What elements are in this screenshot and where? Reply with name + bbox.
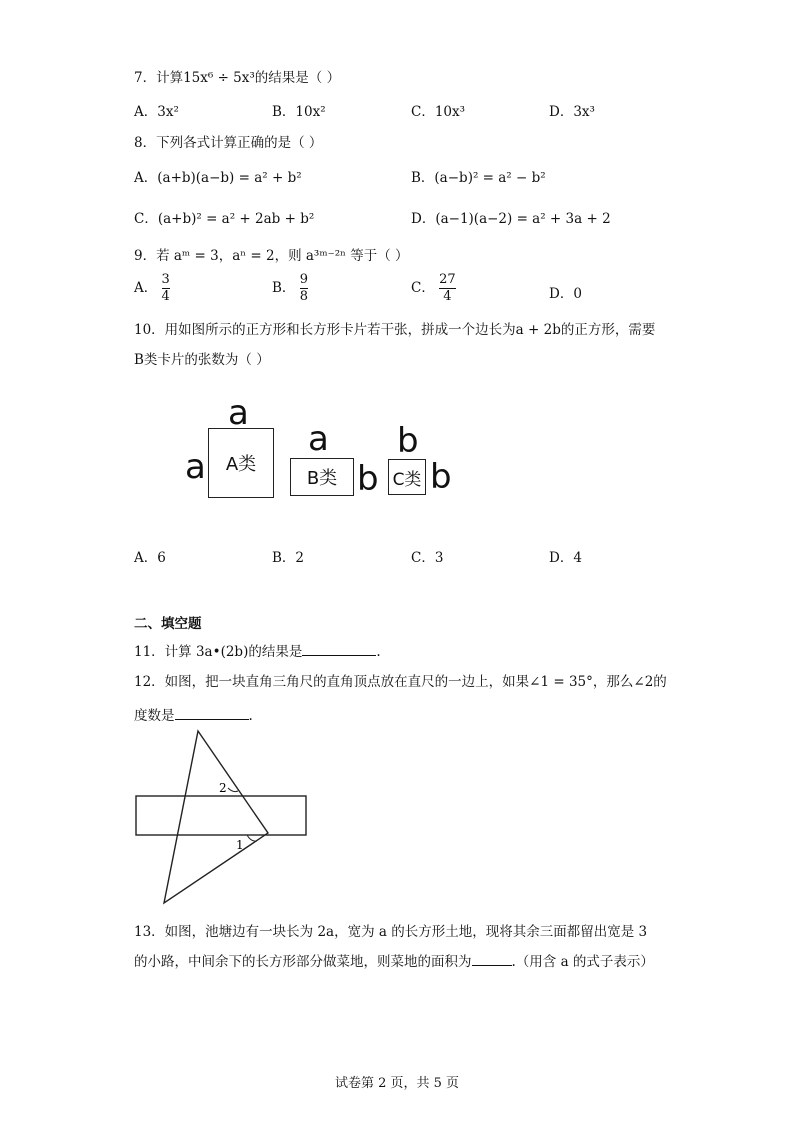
q9-option-d [549, 282, 582, 302]
card-c-label: C类 [392, 469, 422, 490]
q12-period: . [248, 708, 253, 724]
question-8-stem: 8．下列各式计算正确的是（ ） [134, 135, 323, 151]
fraction-denominator: 4 [443, 289, 452, 304]
card-b-top-label: a [308, 419, 329, 459]
q9-option-a-label: A． [134, 280, 158, 296]
fraction-numerator: 3 [161, 272, 170, 287]
card-b-rectangle [290, 458, 354, 496]
question-12-stem-line2 [134, 704, 253, 724]
q10-option-a: A．6 [134, 550, 166, 566]
question-10-stem-line1: 10．用如图所示的正方形和长方形卡片若干张，拼成一个边长为a + 2b的正方形，需要 [134, 322, 656, 338]
q8-option-a: A．(a+b)(a−b) = a² + b² [134, 170, 302, 186]
question-7-stem: 7．计算15x⁶ ÷ 5x³的结果是（ ） [134, 70, 341, 86]
angle-2-arc [228, 788, 238, 792]
card-b-label: B类 [306, 468, 338, 489]
q9-option-b [272, 272, 308, 305]
q10-option-b: B．2 [272, 550, 305, 566]
q7-option-a: A．3x² [134, 104, 179, 120]
fraction-denominator: 4 [161, 289, 170, 304]
question-9-stem: 9．若 aᵐ = 3，aⁿ = 2，则 a³ᵐ⁻²ⁿ 等于（ ） [134, 248, 409, 264]
q9-option-a [134, 272, 170, 305]
question-10-stem-line2: B类卡片的张数为（ ） [134, 352, 270, 368]
angle-1-label: 1 [236, 838, 244, 852]
card-a-left-label: a [185, 447, 206, 487]
q11-text: 11．计算 3a•(2b)的结果是 [134, 644, 303, 660]
q13-note: .（用含 a 的式子表示） [511, 954, 654, 970]
angle-1-arc [247, 835, 257, 841]
fraction-denominator: 8 [299, 289, 308, 304]
q9-option-d-value: 0 [573, 286, 582, 302]
q13-answer-blank [472, 953, 512, 966]
q7-option-d: D．3x³ [549, 104, 595, 120]
fraction-numerator: 9 [299, 272, 308, 287]
q10-option-c: C．3 [411, 550, 444, 566]
section-title: 二、填空题 [134, 616, 202, 632]
q8-option-c: C．(a+b)² = a² + 2ab + b² [134, 211, 315, 227]
q9-option-c [411, 272, 456, 305]
q8-option-d: D．(a−1)(a−2) = a² + 3a + 2 [411, 211, 611, 227]
q7-option-b: B．10x² [272, 104, 326, 120]
q9-option-b-fraction [300, 272, 308, 305]
angle-2-label: 2 [219, 781, 227, 795]
question-13-stem-line2 [134, 950, 654, 970]
q13-text: 的小路，中间余下的长方形部分做菜地，则菜地的面积为 [134, 954, 472, 970]
page-footer: 试卷第 2 页，共 5 页 [334, 1076, 460, 1091]
fraction-numerator: 27 [439, 272, 456, 287]
card-a-label: A类 [225, 454, 257, 475]
q7-option-c: C．10x³ [411, 104, 466, 120]
q12-answer-blank [175, 707, 249, 720]
card-c-right-label: b [430, 457, 452, 497]
q9-option-b-label: B． [272, 280, 296, 296]
triangle-ruler-figure [120, 725, 320, 910]
q12-text: 度数是 [134, 708, 175, 724]
q9-option-c-fraction [439, 272, 456, 305]
card-a-top-label: a [228, 393, 249, 433]
question-12-stem-line1: 12．如图，把一块直角三角尺的直角顶点放在直尺的一边上，如果∠1 = 35°，那么∠2的 [134, 674, 667, 690]
card-b-right-label: b [357, 459, 379, 499]
q9-option-c-label: C． [411, 280, 435, 296]
q11-period: . [376, 644, 381, 660]
ruler-rectangle [136, 796, 306, 835]
question-13-stem-line1: 13．如图，池塘边有一块长为 2a，宽为 a 的长方形土地，现将其余三面都留出宽是 3 [134, 924, 648, 940]
question-11-stem [134, 640, 381, 660]
q9-option-a-fraction [162, 272, 170, 305]
q10-option-d: D．4 [549, 550, 582, 566]
q8-option-b: B．(a−b)² = a² − b² [411, 170, 546, 186]
card-a-square [208, 428, 274, 498]
set-square-triangle [164, 731, 268, 903]
card-c-square [388, 459, 426, 495]
q9-option-d-label: D． [549, 286, 574, 302]
q11-answer-blank [302, 643, 376, 656]
card-c-top-label: b [397, 421, 419, 461]
